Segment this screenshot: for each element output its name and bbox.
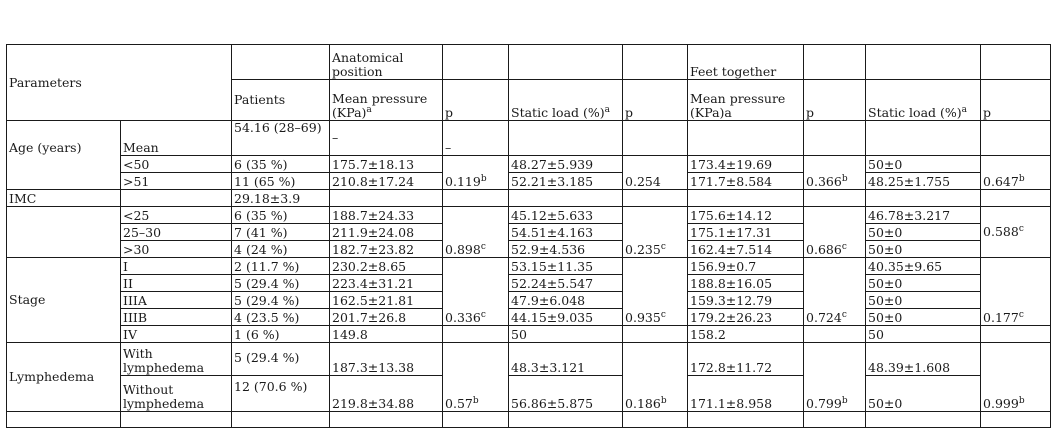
- group-label: IIIA: [121, 292, 232, 309]
- mean-pressure-value: 201.7±26.8: [330, 309, 443, 326]
- p-value: 0.935$^c$: [623, 258, 688, 326]
- static-load-value: 50: [866, 326, 981, 343]
- group-label: I: [121, 258, 232, 275]
- mean-pressure-value: 187.3±13.38: [330, 343, 443, 376]
- static-load-value: 50±0: [866, 224, 981, 241]
- p-value: 0.799$^b$: [804, 343, 866, 412]
- static-load-value: 40.35±9.65: [866, 258, 981, 275]
- static-load-value: 56.86±5.875: [509, 376, 623, 412]
- group-label: IV: [121, 326, 232, 343]
- p-value: 0.366$^b$: [804, 156, 866, 190]
- mean-pressure-header: Mean pressure (KPa)$^a$: [330, 80, 443, 121]
- group-label: With lymphedema: [121, 343, 232, 376]
- static-load-value: 50±0: [866, 309, 981, 326]
- empty-cell: [623, 121, 688, 156]
- empty-cell: [981, 45, 1051, 80]
- empty-cell: [866, 190, 981, 207]
- static-load-header: Static load (%)$^a$: [866, 80, 981, 121]
- empty-cell: [443, 326, 509, 343]
- static-load-value: 44.15±9.035: [509, 309, 623, 326]
- static-load-value: 52.24±5.547: [509, 275, 623, 292]
- p-value: 0.177$^c$: [981, 258, 1051, 326]
- static-load-value: 52.9±4.536: [509, 241, 623, 258]
- imc-value: 29.18±3.9: [232, 190, 330, 207]
- empty-cell: [509, 45, 623, 80]
- empty-cell: [232, 412, 330, 428]
- static-load-value: 48.25±1.755: [866, 173, 981, 190]
- age-mean-dash: –: [443, 121, 509, 156]
- p-header: p: [443, 80, 509, 121]
- empty-cell: [981, 412, 1051, 428]
- age-mean-dash: –: [330, 121, 443, 156]
- patients-value: 6 (35 %): [232, 207, 330, 224]
- p-value: 0.999$^b$: [981, 343, 1051, 412]
- group-label: 25–30: [121, 224, 232, 241]
- p-value: 0.119$^b$: [443, 156, 509, 190]
- empty-cell: [981, 121, 1051, 156]
- static-load-value: 50±0: [866, 292, 981, 309]
- mean-pressure-value: 230.2±8.65: [330, 258, 443, 275]
- patients-value: 5 (29.4 %): [232, 275, 330, 292]
- p-header: p: [804, 80, 866, 121]
- empty-cell: [804, 412, 866, 428]
- empty-cell: [804, 121, 866, 156]
- patients-value: 4 (23.5 %): [232, 309, 330, 326]
- mean-pressure-value: 182.7±23.82: [330, 241, 443, 258]
- mean-pressure-value: 175.6±14.12: [688, 207, 804, 224]
- empty-cell: [121, 190, 232, 207]
- mean-pressure-value: 219.8±34.88: [330, 376, 443, 412]
- static-load-value: 50±0: [866, 241, 981, 258]
- p-value: 0.686$^c$: [804, 207, 866, 258]
- empty-cell: [804, 45, 866, 80]
- empty-cell: [804, 190, 866, 207]
- empty-cell: [981, 326, 1051, 343]
- empty-cell: [688, 412, 804, 428]
- empty-cell: [509, 121, 623, 156]
- p-value: 0.647$^b$: [981, 156, 1051, 190]
- data-table: [6, 44, 1051, 428]
- empty-cell: [866, 412, 981, 428]
- empty-cell: [981, 190, 1051, 207]
- static-load-value: 50±0: [866, 275, 981, 292]
- patients-value: 11 (65 %): [232, 173, 330, 190]
- mean-pressure-header: Mean pressure (KPa)a: [688, 80, 804, 121]
- empty-cell: [232, 45, 330, 80]
- empty-cell: [623, 45, 688, 80]
- static-load-value: 50: [509, 326, 623, 343]
- static-load-value: 47.9±6.048: [509, 292, 623, 309]
- mean-pressure-value: 223.4±31.21: [330, 275, 443, 292]
- empty-cell: [866, 45, 981, 80]
- group-label: <50: [121, 156, 232, 173]
- patients-value: 7 (41 %): [232, 224, 330, 241]
- group-label: II: [121, 275, 232, 292]
- empty-cell: [509, 412, 623, 428]
- static-load-value: 45.12±5.633: [509, 207, 623, 224]
- empty-cell: [443, 45, 509, 80]
- p-value: 0.57$^b$: [443, 343, 509, 412]
- p-value: 0.254: [623, 156, 688, 190]
- p-value: 0.186$^b$: [623, 343, 688, 412]
- mean-pressure-value: 173.4±19.69: [688, 156, 804, 173]
- static-load-value: 48.3±3.121: [509, 343, 623, 376]
- mean-pressure-value: 172.8±11.72: [688, 343, 804, 376]
- empty-cell: [866, 121, 981, 156]
- empty-cell: [443, 412, 509, 428]
- mean-pressure-value: 156.9±0.7: [688, 258, 804, 275]
- mean-pressure-value: 175.1±17.31: [688, 224, 804, 241]
- mean-pressure-value: 171.7±8.584: [688, 173, 804, 190]
- p-header: p: [981, 80, 1051, 121]
- static-load-value: 54.51±4.163: [509, 224, 623, 241]
- mean-pressure-value: 158.2: [688, 326, 804, 343]
- mean-pressure-value: 159.3±12.79: [688, 292, 804, 309]
- feet-together-header: Feet together: [688, 45, 804, 80]
- parameters-header: Parameters: [7, 45, 232, 121]
- mean-pressure-value: 162.4±7.514: [688, 241, 804, 258]
- mean-pressure-value: 210.8±17.24: [330, 173, 443, 190]
- empty-cell: [7, 207, 121, 258]
- static-load-value: 48.27±5.939: [509, 156, 623, 173]
- static-load-value: 52.21±3.185: [509, 173, 623, 190]
- empty-cell: [7, 412, 121, 428]
- empty-cell: [509, 190, 623, 207]
- p-value: 0.336$^c$: [443, 258, 509, 326]
- patients-value: 1 (6 %): [232, 326, 330, 343]
- empty-cell: [330, 190, 443, 207]
- patients-header: Patients: [232, 80, 330, 121]
- patients-value: 12 (70.6 %): [232, 376, 330, 412]
- empty-cell: [623, 326, 688, 343]
- empty-cell: [443, 190, 509, 207]
- lymphedema-label: Lymphedema: [7, 343, 121, 412]
- empty-cell: [688, 121, 804, 156]
- static-load-value: 48.39±1.608: [866, 343, 981, 376]
- mean-pressure-value: 175.7±18.13: [330, 156, 443, 173]
- imc-label: IMC: [7, 190, 121, 207]
- age-mean-patients: 54.16 (28–69): [232, 121, 330, 156]
- patients-value: 2 (11.7 %): [232, 258, 330, 275]
- mean-pressure-value: 211.9±24.08: [330, 224, 443, 241]
- static-load-header: Static load (%)$^a$: [509, 80, 623, 121]
- patients-value: 5 (29.4 %): [232, 292, 330, 309]
- mean-pressure-value: 171.1±8.958: [688, 376, 804, 412]
- p-value: 0.898$^c$: [443, 207, 509, 258]
- p-value: 0.588$^c$: [981, 207, 1051, 258]
- empty-cell: [330, 412, 443, 428]
- mean-pressure-value: 188.7±24.33: [330, 207, 443, 224]
- empty-cell: [688, 190, 804, 207]
- empty-cell: [623, 412, 688, 428]
- group-label: IIIB: [121, 309, 232, 326]
- static-load-value: 53.15±11.35: [509, 258, 623, 275]
- p-header: p: [623, 80, 688, 121]
- empty-cell: [804, 326, 866, 343]
- age-label: Age (years): [7, 121, 121, 190]
- anatomical-position-header: Anatomical position: [330, 45, 443, 80]
- static-load-value: 46.78±3.217: [866, 207, 981, 224]
- empty-cell: [623, 190, 688, 207]
- group-label: Without lymphedema: [121, 376, 232, 412]
- empty-cell: [121, 412, 232, 428]
- p-value: 0.235$^c$: [623, 207, 688, 258]
- static-load-value: 50±0: [866, 156, 981, 173]
- group-label: >30: [121, 241, 232, 258]
- p-value: 0.724$^c$: [804, 258, 866, 326]
- group-label: <25: [121, 207, 232, 224]
- stage-label: Stage: [7, 258, 121, 343]
- mean-pressure-value: 162.5±21.81: [330, 292, 443, 309]
- static-load-value: 50±0: [866, 376, 981, 412]
- mean-pressure-value: 149.8: [330, 326, 443, 343]
- group-label: >51: [121, 173, 232, 190]
- mean-pressure-value: 188.8±16.05: [688, 275, 804, 292]
- mean-label: Mean: [121, 121, 232, 156]
- patients-value: 5 (29.4 %): [232, 343, 330, 376]
- mean-pressure-value: 179.2±26.23: [688, 309, 804, 326]
- patients-value: 4 (24 %): [232, 241, 330, 258]
- patients-value: 6 (35 %): [232, 156, 330, 173]
